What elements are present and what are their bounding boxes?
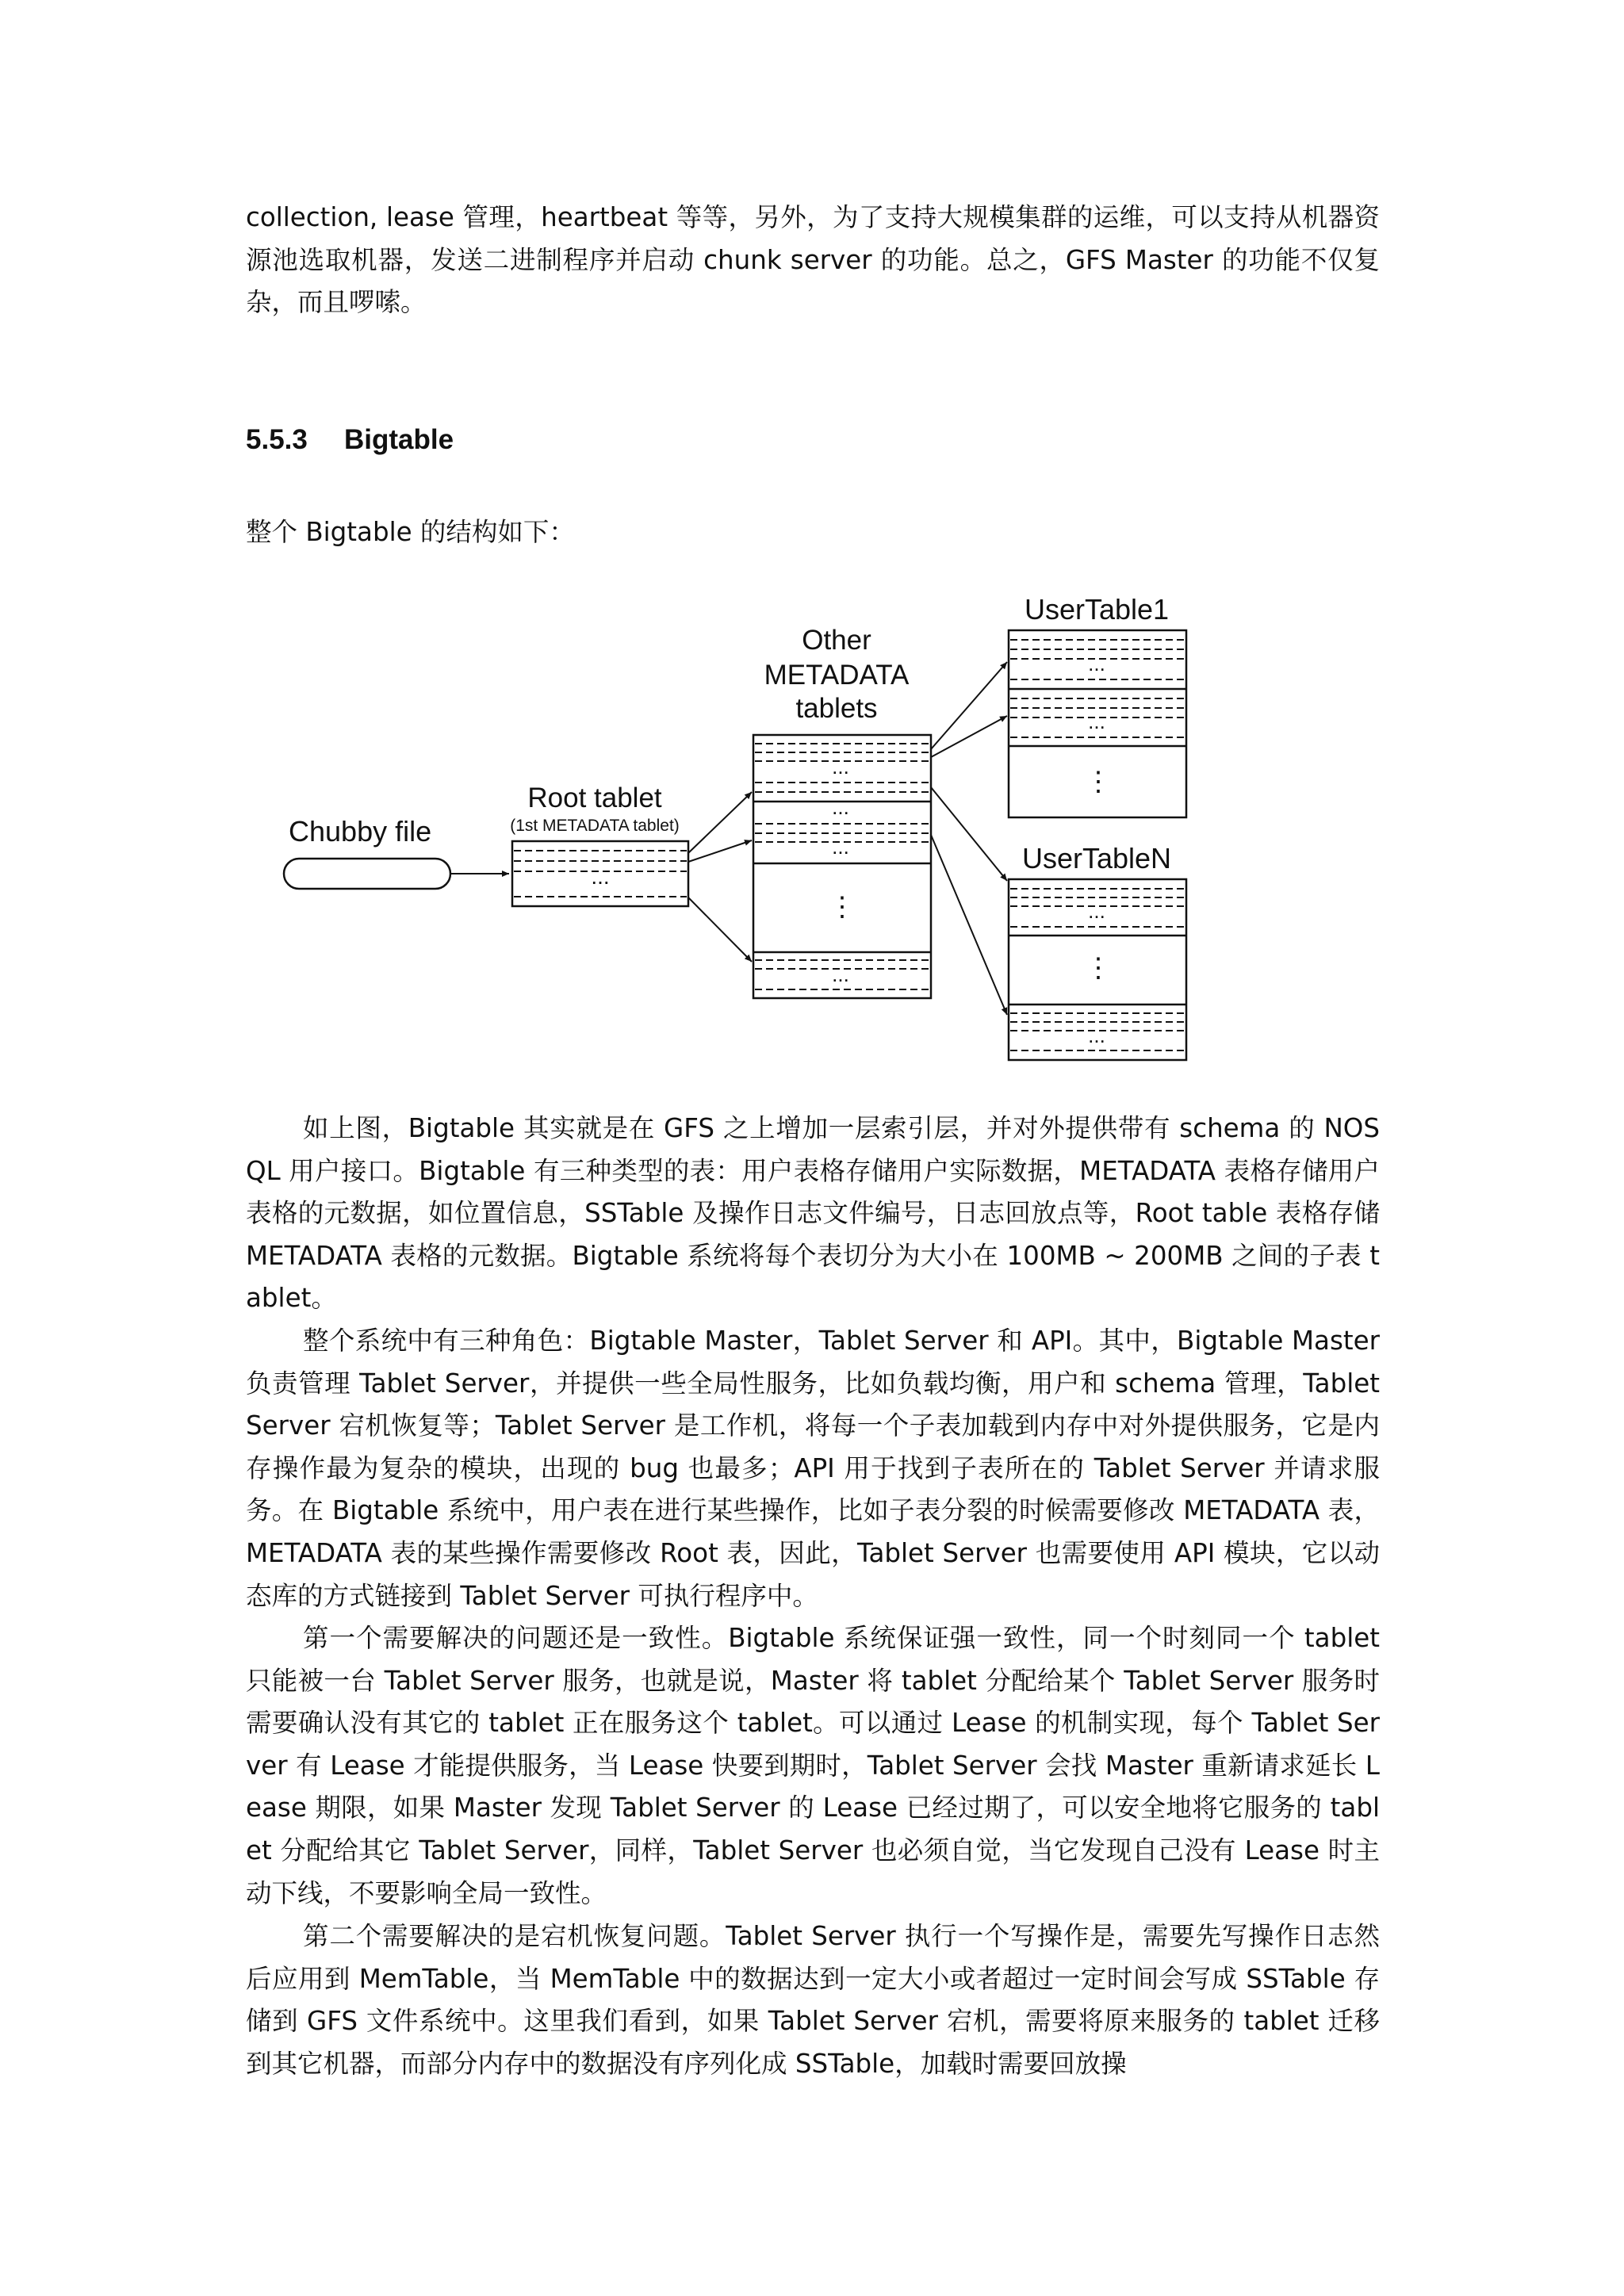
usern-ellipsis-2: ... (1088, 1024, 1105, 1047)
bigtable-architecture-diagram (262, 583, 1237, 1074)
user-table-1-box (1009, 630, 1186, 817)
usern-vertical-ellipsis: ⋮ (1085, 953, 1112, 983)
body-paragraph-2: 整个系统中有三种角色：Bigtable Master，Tablet Server 和 API。其中，Bigtable Master 负责管理 Tablet Server，并提供一些全局性服务，比如负载均衡，用户和 schema 管理，Tablet Server 宕机恢复等；Tablet Server 是工作机，将每一个子表加载到内存中对外提供服务，它是内存操作最为复杂的模块，出现的 bug 也最多；API 用于找到子表所在的 Tablet Server 并请求服务。在 Bigtable 系统中，用户表在进行某些操作，比如子表分裂的时候需要修改 METADATA 表，METADATA 表的某些操作需要修改 Root 表，因此，Tablet Server 也需要使用 API 模块，它以动态库的方式链接到 Tablet Server 可执行程序中。 (246, 1326, 1380, 1611)
user1-ellipsis-2: ... (1088, 710, 1105, 733)
user1-ellipsis-1: ... (1088, 652, 1105, 675)
metadata-tablets-box (753, 735, 931, 998)
chubby-file-label: Chubby file (289, 815, 432, 848)
user-table-n-title: UserTableN (1021, 842, 1172, 874)
user-table-1-title: UserTable1 (1024, 593, 1170, 626)
metadata-ellipsis-4: ... (832, 962, 849, 986)
body-paragraph-1: 如上图，Bigtable 其实就是在 GFS 之上增加一层索引层，并对外提供带有 schema 的 NOSQL 用户接口。Bigtable 有三种类型的表：用户表格存储用户实际数据，METADATA 表格存储用户表格的元数据，如位置信息，SSTable 及操作日志文件编号，日志回放点等，Root table 表格存储 METADATA 表格的元数据。Bigtable 系统将每个表切分为大小在 100MB ~ 200MB 之间的子表 tablet。 (246, 1113, 1380, 1314)
section-title: Bigtable (344, 424, 454, 455)
root-tablet-subtitle: (1st METADATA tablet) (510, 817, 680, 835)
metadata-ellipsis-3: ... (832, 835, 849, 859)
arrow-root-to-meta-3 (688, 897, 752, 962)
arrow-meta-to-usern-a (931, 787, 1007, 881)
metadata-title-line1: Other (802, 625, 871, 656)
root-ellipsis: ... (591, 864, 610, 889)
diagram-caption: 整个 Bigtable 的结构如下： (246, 517, 575, 547)
body-paragraph-4: 第二个需要解决的是宕机恢复问题。Tablet Server 执行一个写操作是，需要先写操作日志然后应用到 MemTable，当 MemTable 中的数据达到一定大小或者超过一定时间会写成 SSTable 存储到 GFS 文件系统中。这里我们看到，如果 Tablet Server 宕机，需要将原来服务的 tablet 迁移到其它机器，而部分内存中的数据没有序列化成 SSTable，加载时需要回放操 (246, 1921, 1380, 2079)
body-paragraph-3: 第一个需要解决的问题还是一致性。Bigtable 系统保证强一致性，同一个时刻同一个 tablet 只能被一台 Tablet Server 服务，也就是说，Master 将 tablet 分配给某个 Tablet Server 服务时需要确认没有其它的 tablet 正在服务这个 tablet。可以通过 Lease 的机制实现，每个 Tablet Server 有 Lease 才能提供服务，当 Lease 快要到期时，Tablet Server 会找 Master 重新请求延长 Lease 期限，如果 Master 发现 Tablet Server 的 Lease 已经过期了，可以安全地将它服务的 tablet 分配给其它 Tablet Server，同样，Tablet Server 也必须自觉，当它发现自己没有 Lease 时主动下线，不要影响全局一致性。 (246, 1623, 1380, 1908)
metadata-title-line2: METADATA (764, 660, 910, 691)
section-number: 5.5.3 (246, 424, 308, 455)
user1-vertical-ellipsis: ⋮ (1085, 767, 1112, 797)
root-tablet-box (512, 841, 688, 906)
section-heading (246, 420, 454, 460)
root-tablet-title: Root tablet (527, 783, 662, 813)
metadata-ellipsis-2: ... (832, 795, 849, 819)
usern-ellipsis-1: ... (1088, 899, 1105, 923)
metadata-title-line3: tablets (795, 693, 878, 724)
metadata-vertical-ellipsis: ⋮ (829, 892, 856, 922)
arrow-meta-to-usern-b (931, 835, 1007, 1015)
intro-paragraph: collection, lease 管理，heartbeat 等等，另外，为了支持大规模集群的运维，可以支持从机器资源池选取机器，发送二进制程序并启动 chunk server 的功能。总之，GFS Master 的功能不仅复杂，而且啰嗦。 (246, 202, 1380, 318)
user-table-n-box (1009, 879, 1186, 1060)
chubby-file-shape (284, 859, 450, 889)
metadata-ellipsis-1: ... (832, 755, 849, 779)
